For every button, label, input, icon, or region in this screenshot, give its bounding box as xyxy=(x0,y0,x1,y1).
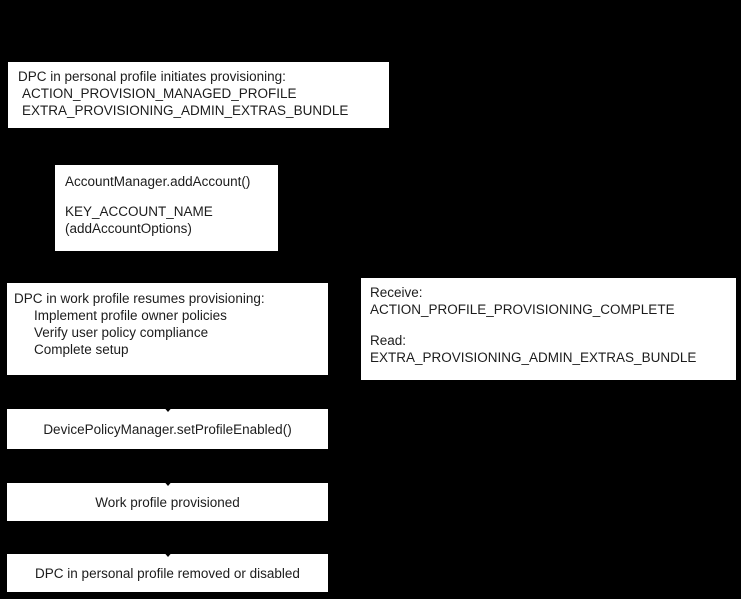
add-account-options: (addAccountOptions) xyxy=(65,221,192,236)
flow-box-set-profile-enabled xyxy=(7,409,328,449)
flow-box-add-account xyxy=(55,165,278,251)
flow-box-dpc-removed xyxy=(7,554,328,592)
resume-item-2: Verify user policy compliance xyxy=(34,325,209,340)
flow-box-initiate-provisioning xyxy=(8,62,389,128)
read-label: Read: xyxy=(370,333,407,348)
dpc-removed-text: DPC in personal profile removed or disabled xyxy=(35,565,300,581)
set-profile-enabled-text: DevicePolicyManager.setProfileEnabled() xyxy=(43,421,292,437)
add-account-key: KEY_ACCOUNT_NAME xyxy=(65,204,213,219)
arrowhead-icon xyxy=(162,405,174,412)
work-profile-provisioned-text: Work profile provisioned xyxy=(95,494,240,510)
arrowhead-icon xyxy=(162,479,174,486)
flow-box-receive-complete xyxy=(361,278,736,380)
add-account-method: AccountManager.addAccount() xyxy=(65,174,251,189)
resume-item-1: Implement profile owner policies xyxy=(34,308,227,323)
receive-label: Receive: xyxy=(370,285,423,300)
flow-box-resume-provisioning xyxy=(7,283,328,375)
read-value: EXTRA_PROVISIONING_ADMIN_EXTRAS_BUNDLE xyxy=(370,350,697,365)
resume-item-3: Complete setup xyxy=(34,342,129,357)
resume-title: DPC in work profile resumes provisioning: xyxy=(14,291,265,306)
flow-box-work-profile-provisioned xyxy=(7,483,328,521)
arrowhead-icon xyxy=(162,550,174,557)
initiate-line-2: ACTION_PROVISION_MANAGED_PROFILE xyxy=(22,86,297,101)
initiate-line-1: DPC in personal profile initiates provisioning: xyxy=(18,69,286,84)
initiate-line-3: EXTRA_PROVISIONING_ADMIN_EXTRAS_BUNDLE xyxy=(22,103,349,118)
receive-value: ACTION_PROFILE_PROVISIONING_COMPLETE xyxy=(370,302,675,317)
